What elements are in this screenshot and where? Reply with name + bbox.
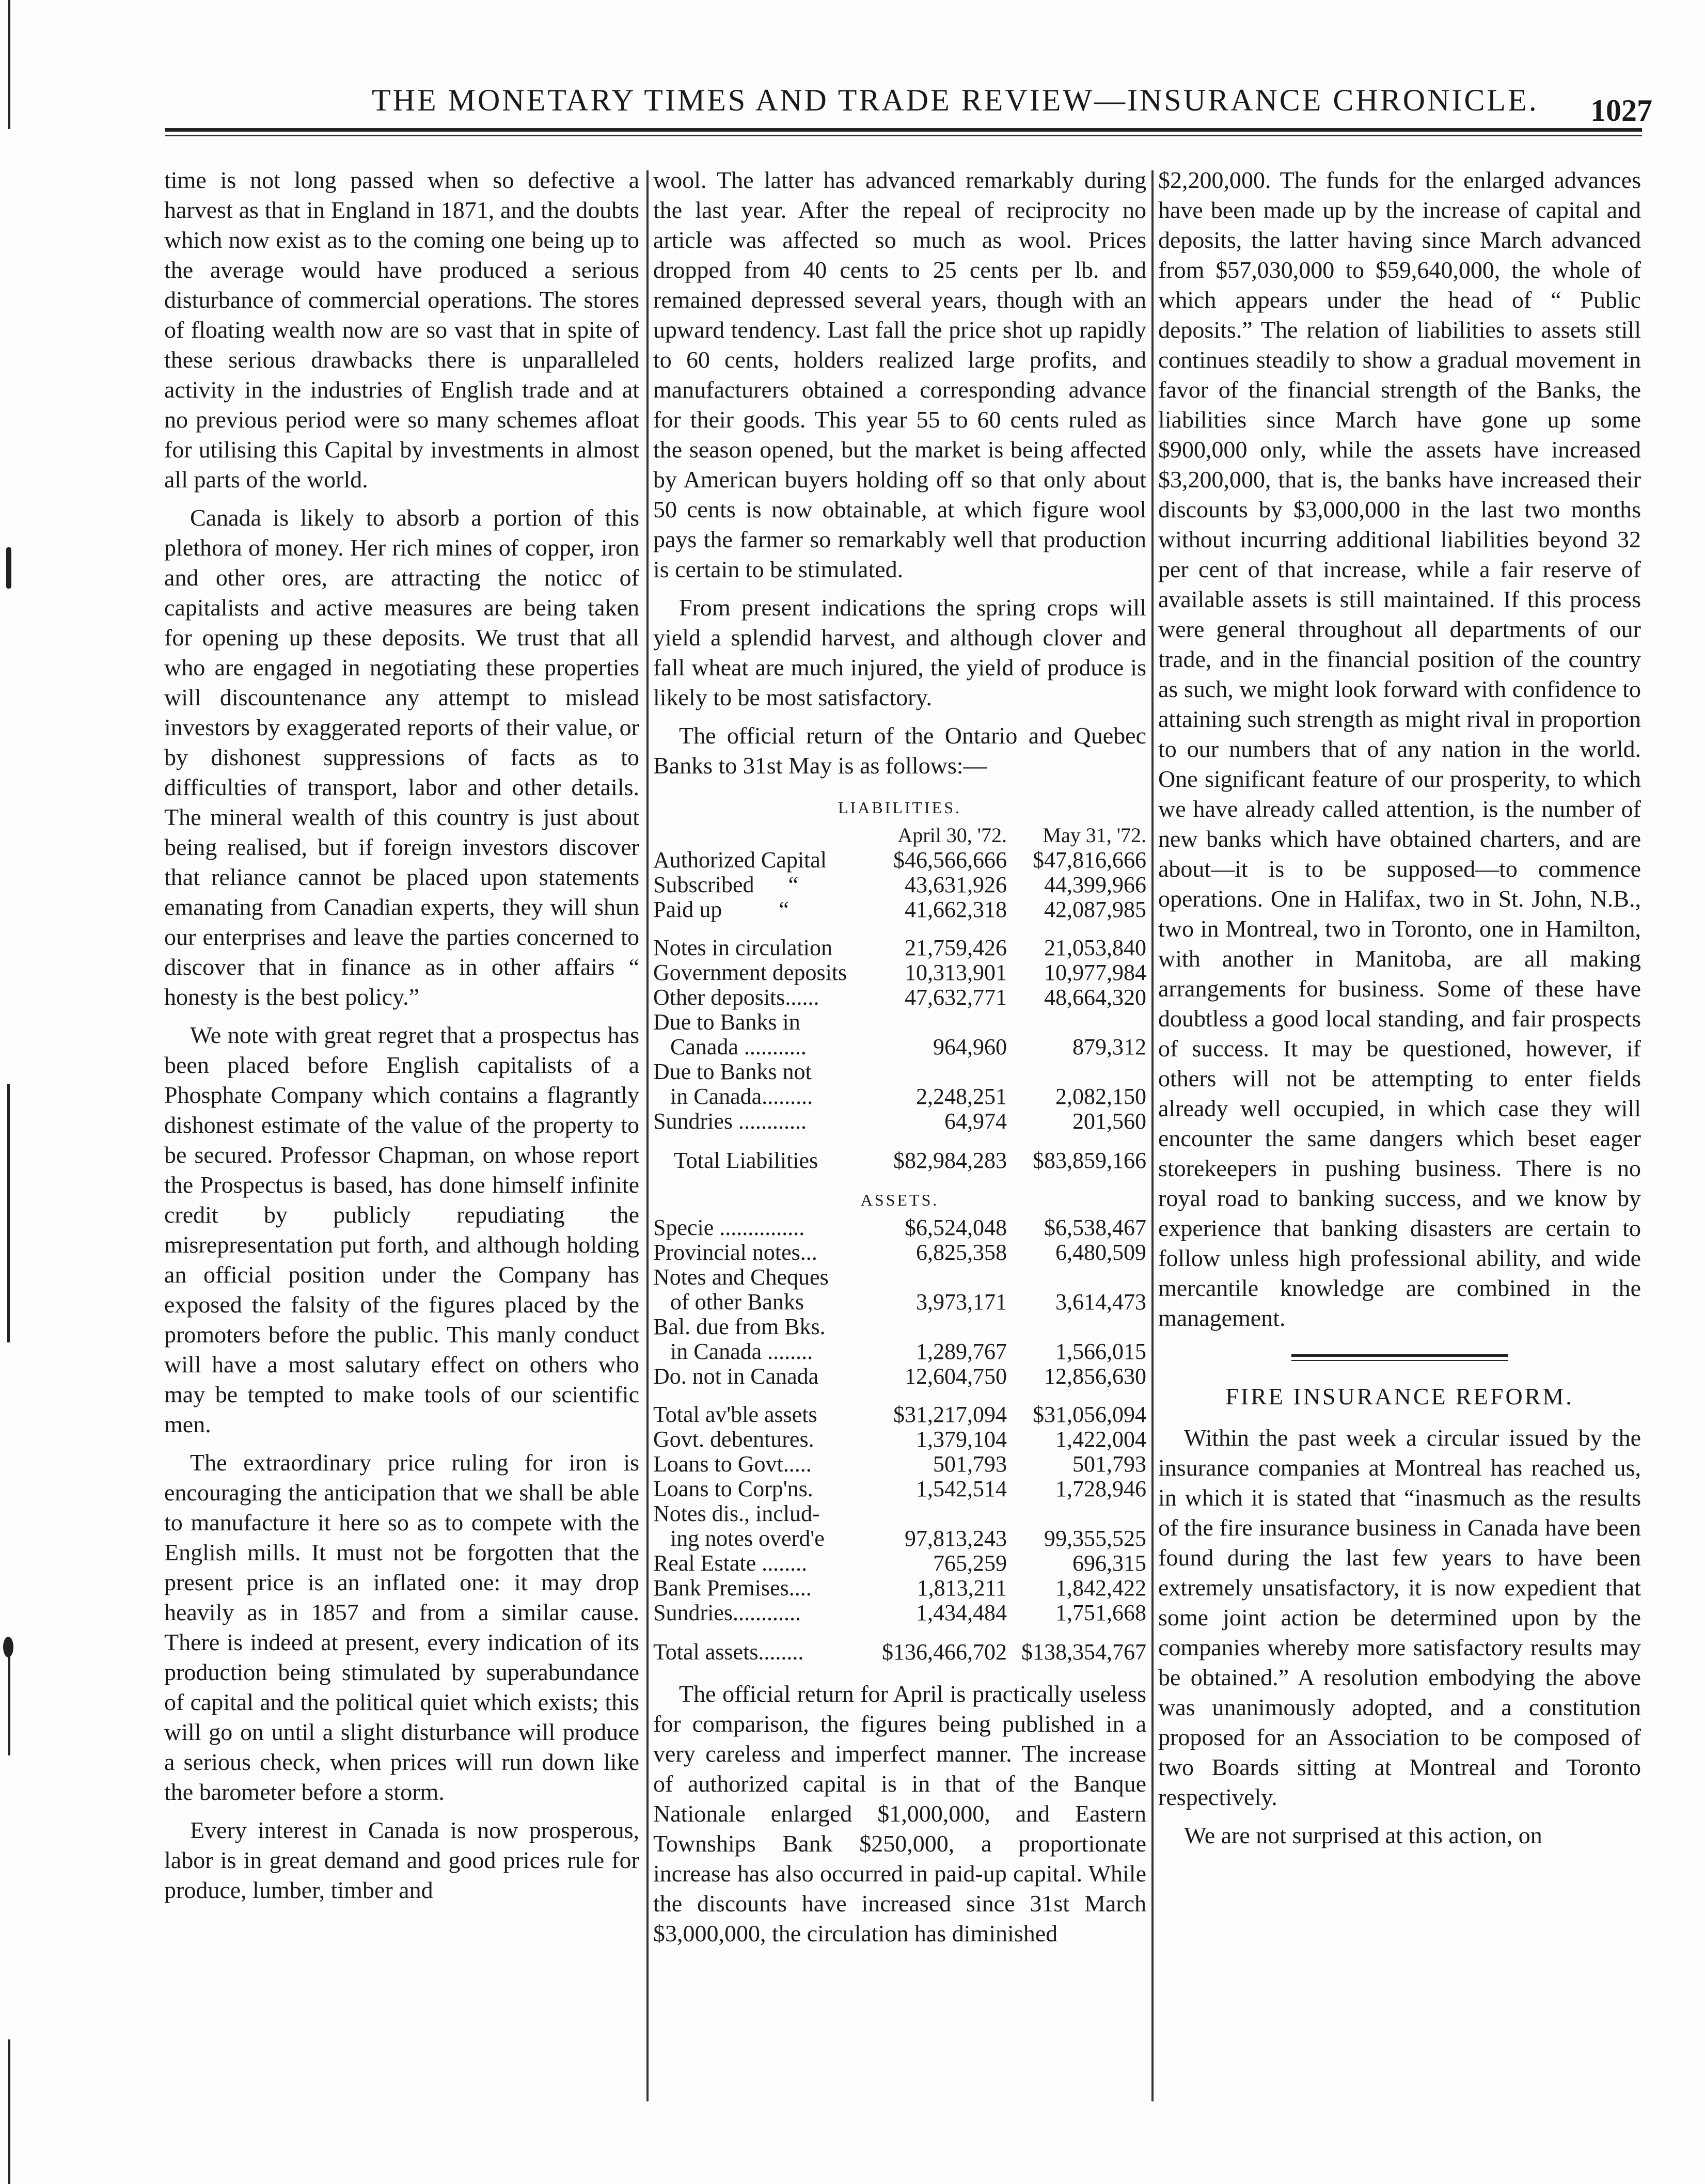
row-value-april: 97,813,243 — [905, 1526, 1007, 1551]
row-value-april — [867, 1010, 1007, 1035]
assets-group-1 — [653, 1215, 1146, 1389]
row-value-may — [1007, 1501, 1146, 1526]
table-row — [653, 1576, 1146, 1601]
row-value-may: 1,842,422 — [1055, 1575, 1146, 1601]
table-row — [653, 1427, 1146, 1452]
row-label: Canada ........... — [653, 1034, 807, 1059]
paragraph: wool. The latter has advanced remarkably during the last year. After the repeal of reciprocity no article was affected so much as wool. Prices dropped from 40 cents to 25 cents per lb. and remained depressed several years, though with an upward tendency. Last fall the price shot up rapidly to 60 cents, holders realized large profits, and manufacturers obtained a corresponding advance for their goods. This year 55 to 60 cents ruled as the season opened, but the market is being affected by American buyers holding off so that only about 50 cents is now obtainable, at which figure wool pays the farmer so remarkably well that production is certain to be stimulated. — [653, 167, 1146, 582]
paragraph: We note with great regret that a prospectus has been placed before English capitalists of a Phosphate Company which contains a flagrantly dishonest estimate of the value of the property to be secured. Professor Chapman, on whose report the Prospectus is based, has done himself infinite credit by publicly repudiating the misrepresentation put forth, and although holding an official position under the Company has exposed the falsity of the figures placed by the promoters before the public. This manly conduct will have a most salutary effect on others who may be tempted to make tools of our scientific men. — [164, 1022, 639, 1437]
row-label: Real Estate ........ — [653, 1550, 808, 1576]
paragraph: $2,200,000. The funds for the enlarged advances have been made up by the increase of capital and deposits, the latter having since March advanced from $57,030,000 to $59,640,000, the whole of which appears under the head of “ Public deposits.” The relation of liabilities to assets still continues steadily to show a gradual movement in favor of the financial strength of the Banks, the liabilities since March have gone up some $900,000 only, while the assets have increased $3,200,000, that is, the banks have increased their discounts by $3,000,000 in the last two months without incurring additional liabilities beyond 32 per cent of that increase, while a fair reserve of available assets is still maintained. If this process were general throughout all departments of our trade, and in the financial position of the country as such, we might look forward with confidence to attaining such strength as might rival in proportion to our numbers that of any nation in the world. One significant feature of our prosperity, to which we have already called attention, is the number of new banks which have obtained charters, and are about—it is to be supposed—to commence operations. One in Halifax, two in St. John, N.B., two in Montreal, two in Toronto, one in Hamilton, with another in Manitoba, are all making arrangements for business. Some of these have doubtless a good local standing, and fair prospects of success. It may be questioned, however, if others will not be attempting to enter fields already well occupied, in which case they will encounter the same dangers which beset eager storekeepers in pushing business. There is no royal road to banking success, and we know by experience that banking disasters are certain to follow unless high professional ability, and wide mercantile knowledge are combined in the management. — [1158, 167, 1641, 1331]
row-value-april: 765,259 — [933, 1550, 1007, 1576]
paragraph: Within the past week a circular issued by the insurance companies at Montreal has reached us, in which it is stated that “inasmuch as the results of the fire insurance business in Canada have been found during the last few years to have been extremely unsatisfactory, it is now expedient that some joint action be determined upon by the companies whereby more satisfactory results may be obtained.” A resolution embodying the above was unanimously adopted, and a constitution proposed for an Association to be composed of two Boards sitting at Montreal and Toronto respectively. — [1158, 1425, 1641, 1810]
row-value-may: 696,315 — [1072, 1550, 1146, 1576]
table-row — [653, 1215, 1146, 1240]
row-label: Authorized Capital — [653, 847, 827, 873]
row-value-april: 3,973,171 — [916, 1289, 1007, 1315]
paragraph: From present indications the spring crops will yield a splendid harvest, and although clover and fall wheat are much injured, the yield of produce is likely to be most satisfactory. — [653, 594, 1146, 710]
table-row — [653, 1526, 1146, 1551]
row-value-april: 1,379,104 — [916, 1427, 1007, 1452]
row-label: in Canada ........ — [653, 1339, 813, 1364]
row-value-april — [867, 1501, 1007, 1526]
running-title: THE MONETARY TIMES AND TRADE REVIEW—INSURANCE CHRONICLE. — [372, 83, 1539, 117]
assets-heading: ASSETS. — [860, 1191, 939, 1209]
row-value-may: $47,816,666 — [1033, 847, 1146, 873]
row-value-may: 2,082,150 — [1055, 1084, 1146, 1109]
table-row — [653, 848, 1146, 873]
margin-mark — [8, 0, 10, 129]
table-row — [653, 1265, 1146, 1290]
total-liabilities-row — [653, 1148, 1146, 1173]
row-value-april: $82,984,283 — [893, 1148, 1007, 1173]
section-rule-thin — [1291, 1360, 1508, 1361]
row-label: Notes dis., includ- — [653, 1501, 820, 1526]
row-value-may: $31,056,094 — [1033, 1402, 1146, 1427]
table-row — [653, 1010, 1146, 1035]
table-row — [653, 1477, 1146, 1501]
row-label: Bal. due from Bks. — [653, 1314, 826, 1339]
row-value-april: $136,466,702 — [882, 1639, 1007, 1665]
paragraph: Every interest in Canada is now prosperous, labor is in great demand and good prices rule for produce, lumber, timber and — [164, 1817, 639, 1903]
row-value-may: 99,355,525 — [1044, 1526, 1146, 1551]
row-value-april: 64,974 — [944, 1109, 1007, 1134]
page-header — [165, 62, 1652, 128]
table-header-blank — [653, 823, 867, 848]
row-label: Do. not in Canada — [653, 1364, 819, 1389]
row-label: Loans to Corp'ns. — [653, 1476, 813, 1501]
table-row — [653, 1364, 1146, 1389]
row-value-may: 12,856,630 — [1044, 1364, 1146, 1389]
row-value-april: 964,960 — [933, 1034, 1007, 1059]
row-value-april: 12,604,750 — [905, 1364, 1007, 1389]
table-row — [653, 985, 1146, 1010]
row-value-may: 201,560 — [1072, 1109, 1146, 1134]
paragraph: The official return for April is practically useless for comparison, the figures being published in a very careless and imperfect manner. The increase of authorized capital is in that of the Banque Nationale enlarged $1,000,000, and Eastern Townships Bank $250,000, a proportionate increase has also occurred in paid-up capital. While the discounts have increased since 31st March $3,000,000, the circulation has diminished — [653, 1681, 1146, 1946]
header-rule-thin — [165, 135, 1642, 136]
row-value-april: 41,662,318 — [905, 897, 1007, 922]
row-value-april: 1,813,211 — [917, 1575, 1007, 1601]
assets-group-2 — [653, 1402, 1146, 1625]
paragraph: The extraordinary price ruling for iron is encouraging the anticipation that we shall be able to manufacture it here so as to compete with the English mills. It must not be forgotten that the present price is an inflated one: it may drop heavily as in 1857 and from a similar cause. There is indeed at present, every indication of its production being stimulated by superabundance of capital and the political quiet which exists; this will go on until a slight disturbance will produce a serious check, when prices will run down like the barometer before a storm. — [164, 1449, 639, 1805]
row-label: Loans to Govt..... — [653, 1451, 812, 1477]
row-value-may — [1007, 1265, 1146, 1290]
row-label: in Canada......... — [653, 1084, 813, 1109]
table-row — [653, 1035, 1146, 1059]
row-label: Due to Banks in — [653, 1009, 800, 1035]
row-value-april: 6,825,358 — [916, 1240, 1007, 1265]
liabilities-capital-group — [653, 848, 1146, 922]
paragraph: We are not surprised at this action, on — [1184, 1822, 1542, 1848]
row-label: Notes in circulation — [653, 935, 833, 960]
table-row — [653, 960, 1146, 985]
row-value-may: 501,793 — [1072, 1451, 1146, 1477]
row-value-april: $6,524,048 — [905, 1215, 1007, 1240]
row-value-may: 1,566,015 — [1055, 1339, 1146, 1364]
row-value-may: 10,977,984 — [1044, 960, 1146, 985]
table-row — [653, 1315, 1146, 1339]
row-value-may: 1,728,946 — [1055, 1476, 1146, 1501]
table-row — [653, 897, 1146, 922]
row-value-april: $46,566,666 — [893, 847, 1007, 873]
row-label: Total assets........ — [653, 1639, 804, 1665]
row-value-may: 3,614,473 — [1055, 1289, 1146, 1315]
row-label: Specie ............... — [653, 1215, 805, 1240]
row-value-april — [867, 1265, 1007, 1290]
row-value-may — [1007, 1315, 1146, 1339]
liabilities-heading: LIABILITIES. — [838, 798, 962, 817]
row-value-april: 2,248,251 — [916, 1084, 1007, 1109]
row-label: Provincial notes... — [653, 1240, 817, 1265]
row-label: Bank Premises.... — [653, 1575, 812, 1601]
column-header: April 30, '72. — [897, 824, 1007, 847]
bank-return-table — [653, 795, 1146, 1665]
row-value-may: 44,399,966 — [1044, 872, 1146, 897]
table-row — [653, 1501, 1146, 1526]
section-rule — [1291, 1354, 1508, 1357]
row-value-april: 501,793 — [933, 1451, 1007, 1477]
row-value-may: 879,312 — [1072, 1034, 1146, 1059]
row-value-may: $138,354,767 — [1021, 1639, 1146, 1665]
margin-mark — [6, 547, 11, 589]
table-row — [653, 1240, 1146, 1265]
margin-mark — [7, 1084, 10, 1342]
row-label: Subscribed “ — [653, 872, 799, 897]
row-label: Government deposits — [653, 960, 847, 985]
table-header-row — [653, 823, 1146, 848]
row-label: ing notes overd'e — [653, 1526, 825, 1551]
row-value-may: 42,087,985 — [1044, 897, 1146, 922]
table-row — [653, 1601, 1146, 1625]
row-value-april: 10,313,901 — [905, 960, 1007, 985]
paragraph: The official return of the Ontario and Quebec Banks to 31st May is as follows:— — [653, 722, 1146, 779]
table-row — [653, 1452, 1146, 1477]
row-value-april: 43,631,926 — [905, 872, 1007, 897]
row-label: Paid up “ — [653, 897, 789, 922]
column-1 — [164, 165, 639, 1913]
row-value-may: $6,538,467 — [1044, 1215, 1146, 1240]
table-row — [653, 1059, 1146, 1084]
margin-mark — [8, 1652, 10, 1755]
row-label: Sundries ............ — [653, 1109, 807, 1134]
row-label: Other deposits...... — [653, 985, 819, 1010]
row-value-may: 1,751,668 — [1055, 1600, 1146, 1625]
row-value-may: 1,422,004 — [1055, 1427, 1146, 1452]
row-label: Total av'ble assets — [653, 1402, 817, 1427]
paragraph: Canada is likely to absorb a portion of this plethora of money. Her rich mines of copper, iron and other ores, are attracting the noticc of capitalists and active measures are being taken for opening up these deposits. We trust that all who are engaged in negotiating these properties will discountenance any attempt to mislead investors by exaggerated reports of their value, or by dishonest suppressions of facts as to difficulties of transport, labor and other details. The mineral wealth of this country is just about being realised, but if foreign investors discover that reliance cannot be placed upon statements emanating from Canadian experts, they will shun our enterprises and leave the parties concerned to discover that in finance as in other affairs “ honesty is the best policy.” — [164, 504, 639, 1010]
column-header: May 31, '72. — [1043, 824, 1146, 847]
row-value-april: 1,434,484 — [916, 1600, 1007, 1625]
row-label: of other Banks — [653, 1289, 804, 1315]
table-row — [653, 873, 1146, 897]
row-value-may: 48,664,320 — [1044, 985, 1146, 1010]
table-row — [653, 1290, 1146, 1315]
row-value-may — [1007, 1059, 1146, 1084]
row-value-may: 21,053,840 — [1044, 935, 1146, 960]
row-value-april — [867, 1059, 1007, 1084]
margin-mark — [8, 2039, 10, 2184]
table-row — [653, 1551, 1146, 1576]
section-title: FIRE INSURANCE REFORM. — [1225, 1383, 1574, 1410]
row-value-may — [1007, 1010, 1146, 1035]
liabilities-deposits-group — [653, 936, 1146, 1134]
column-2 — [653, 165, 1146, 1957]
header-rule — [165, 128, 1642, 132]
table-row — [653, 1109, 1146, 1134]
paragraph: time is not long passed when so defective a harvest as that in England in 1871, and the doubts which now exist as to the coming one being up to the average would have produced a serious disturbance of commercial operations. The stores of floating wealth now are so vast that in spite of these serious drawbacks there is unparalleled activity in the industries of English trade and at no previous period were so many schemes afloat for utilising this Capital by investments in almost all parts of the world. — [164, 167, 639, 493]
table-row — [653, 1084, 1146, 1109]
row-value-april: 1,289,767 — [916, 1339, 1007, 1364]
row-label: Govt. debentures. — [653, 1427, 814, 1452]
row-label: Notes and Cheques — [653, 1264, 829, 1290]
spacer — [653, 922, 1146, 936]
row-label: Due to Banks not — [653, 1059, 812, 1084]
column-divider — [646, 170, 649, 2101]
row-value-april: 47,632,771 — [905, 985, 1007, 1010]
row-label: Total Liabilities — [674, 1148, 818, 1173]
row-value-april: $31,217,094 — [893, 1402, 1007, 1427]
total-assets-row — [653, 1640, 1146, 1665]
page-number: 1027 — [1590, 93, 1652, 128]
spacer — [653, 1389, 1146, 1402]
row-value-may: $83,859,166 — [1033, 1148, 1146, 1173]
row-value-may: 6,480,509 — [1055, 1240, 1146, 1265]
row-label: Sundries............ — [653, 1600, 801, 1625]
column-divider — [1151, 170, 1154, 2101]
table-row — [653, 1402, 1146, 1427]
row-value-april: 1,542,514 — [916, 1476, 1007, 1501]
table-row — [653, 936, 1146, 960]
row-value-april — [867, 1315, 1007, 1339]
row-value-april: 21,759,426 — [905, 935, 1007, 960]
column-3 — [1158, 165, 1641, 1859]
table-row — [653, 1339, 1146, 1364]
